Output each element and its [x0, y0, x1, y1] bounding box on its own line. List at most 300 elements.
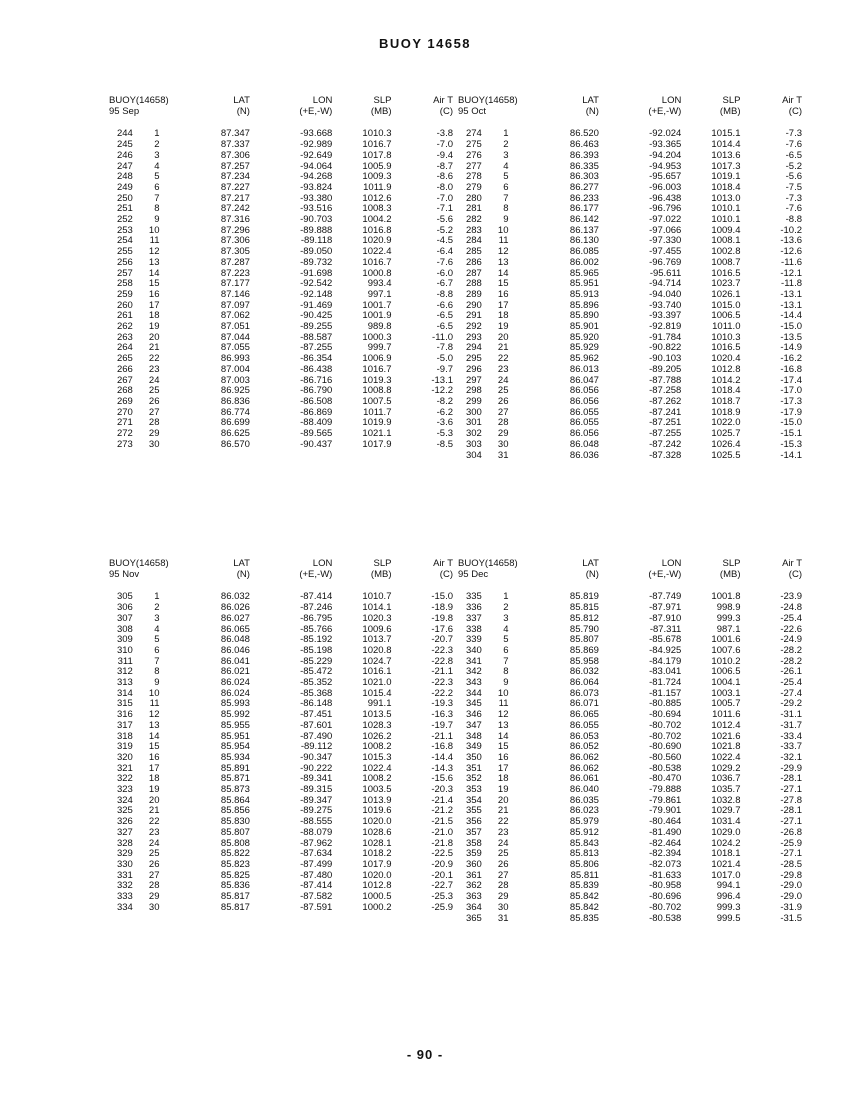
- cell-air-temp: -5.6: [436, 214, 453, 226]
- cell-lon: -89.050: [300, 246, 333, 258]
- header-buoy: BUOY(14658): [109, 95, 169, 106]
- cell-lon: -87.490: [300, 730, 333, 742]
- cell-slp: 1016.8: [362, 224, 392, 236]
- cell-day-of-year: 358: [465, 837, 482, 849]
- cell-day-of-year: 356: [465, 816, 482, 828]
- cell-lon: -80.538: [649, 912, 682, 924]
- cell-slp: 1015.3: [362, 751, 392, 763]
- table-row: [98, 614, 453, 625]
- cell-air-temp: -13.1: [780, 299, 802, 311]
- cell-day: 28: [497, 417, 509, 429]
- cell-day-of-year: 258: [116, 278, 133, 290]
- header-row-1: [98, 96, 453, 107]
- cell-lon: -90.222: [300, 762, 333, 774]
- cell-day-of-year: 334: [116, 901, 133, 913]
- cell-lon: -94.064: [300, 160, 333, 172]
- table-row: [98, 183, 453, 194]
- cell-air-temp: -28.1: [780, 805, 802, 817]
- cell-lon: -86.869: [300, 406, 333, 418]
- cell-day: 8: [154, 666, 160, 678]
- cell-slp: 1015.4: [362, 687, 392, 699]
- cell-day-of-year: 264: [116, 342, 133, 354]
- cell-lon: -82.394: [649, 848, 682, 860]
- cell-lat: 86.993: [220, 353, 250, 365]
- cell-lon: -93.365: [649, 139, 682, 151]
- cell-day: 6: [154, 181, 160, 193]
- cell-air-temp: -16.8: [431, 741, 453, 753]
- header-air-temp: Air T: [782, 95, 802, 106]
- cell-day: 29: [497, 891, 509, 903]
- cell-day: 24: [497, 374, 509, 386]
- cell-lat: 86.040: [569, 784, 599, 796]
- cell-day-of-year: 272: [116, 428, 133, 440]
- cell-air-temp: -4.5: [436, 235, 453, 247]
- table-row: [447, 721, 802, 732]
- cell-day: 13: [148, 719, 160, 731]
- cell-slp: 1017.9: [362, 858, 392, 870]
- cell-slp: 1009.4: [711, 224, 741, 236]
- header-slp-unit: (MB): [719, 568, 741, 580]
- cell-air-temp: -14.1: [780, 449, 802, 461]
- cell-day-of-year: 307: [116, 612, 133, 624]
- cell-lon: -87.258: [649, 385, 682, 397]
- cell-lat: 87.296: [220, 224, 250, 236]
- cell-day: 1: [154, 128, 160, 140]
- cell-air-temp: -29.0: [780, 880, 802, 892]
- cell-lon: -94.714: [649, 278, 682, 290]
- cell-day: 9: [154, 677, 160, 689]
- data-table-dec: [447, 559, 802, 924]
- cell-day: 19: [497, 784, 509, 796]
- cell-lon: -90.103: [649, 353, 682, 365]
- cell-lat: 86.023: [569, 805, 599, 817]
- cell-air-temp: -25.3: [431, 891, 453, 903]
- cell-day: 30: [497, 438, 509, 450]
- header-lon: LON: [312, 558, 333, 569]
- table-row: [447, 451, 802, 462]
- cell-lat: 85.958: [569, 655, 599, 667]
- cell-lon: -87.910: [649, 612, 682, 624]
- cell-day: 4: [154, 160, 160, 172]
- cell-day-of-year: 295: [465, 353, 482, 365]
- cell-slp: 1015.0: [711, 299, 741, 311]
- cell-lon: -92.024: [649, 128, 682, 140]
- cell-lat: 87.306: [220, 235, 250, 247]
- cell-air-temp: -6.5: [436, 310, 453, 322]
- cell-lon: -80.690: [649, 741, 682, 753]
- table-row: [98, 657, 453, 668]
- cell-lon: -89.255: [300, 321, 333, 333]
- cell-lat: 86.026: [220, 602, 250, 614]
- cell-air-temp: -33.4: [780, 730, 802, 742]
- cell-lat: 86.774: [220, 406, 250, 418]
- cell-lat: 86.048: [220, 634, 250, 646]
- cell-day: 12: [497, 709, 509, 721]
- cell-day-of-year: 329: [116, 848, 133, 860]
- cell-day: 5: [154, 171, 160, 183]
- cell-air-temp: -22.2: [431, 687, 453, 699]
- table-row: [98, 151, 453, 162]
- cell-day: 21: [148, 805, 160, 817]
- cell-day: 14: [497, 730, 509, 742]
- cell-day-of-year: 348: [465, 730, 482, 742]
- cell-day: 27: [497, 406, 509, 418]
- cell-day: 2: [503, 139, 509, 151]
- cell-lat: 85.890: [569, 310, 599, 322]
- cell-slp: 1008.7: [711, 256, 741, 268]
- cell-day: 18: [148, 773, 160, 785]
- cell-day: 20: [148, 331, 160, 343]
- cell-air-temp: -15.0: [780, 321, 802, 333]
- table-row: [98, 129, 453, 140]
- cell-slp: 1028.6: [362, 826, 392, 838]
- cell-air-temp: -20.7: [431, 634, 453, 646]
- cell-slp: 1023.7: [711, 278, 741, 290]
- cell-air-temp: -11.0: [432, 331, 453, 343]
- cell-lon: -86.716: [300, 374, 333, 386]
- cell-day-of-year: 247: [116, 160, 133, 172]
- cell-day-of-year: 353: [465, 784, 482, 796]
- cell-lat: 86.065: [569, 709, 599, 721]
- cell-day: 22: [497, 353, 509, 365]
- cell-day: 11: [498, 235, 509, 247]
- table-row: [447, 258, 802, 269]
- cell-slp: 1003.1: [711, 687, 741, 699]
- cell-day-of-year: 360: [465, 858, 482, 870]
- cell-day-of-year: 351: [465, 762, 482, 774]
- cell-day: 31: [497, 449, 509, 461]
- cell-slp: 1012.6: [362, 192, 392, 204]
- cell-lon: -79.901: [649, 805, 682, 817]
- header-row-1: [447, 559, 802, 570]
- cell-day: 28: [497, 880, 509, 892]
- cell-slp: 1012.4: [711, 719, 741, 731]
- cell-air-temp: -33.7: [780, 741, 802, 753]
- cell-slp: 1031.4: [711, 816, 741, 828]
- cell-slp: 1005.7: [711, 698, 741, 710]
- cell-lat: 86.024: [220, 677, 250, 689]
- cell-slp: 1000.3: [362, 331, 392, 343]
- cell-lat: 85.830: [220, 816, 250, 828]
- cell-lat: 86.056: [569, 395, 599, 407]
- cell-lon: -92.542: [300, 278, 333, 290]
- cell-air-temp: -29.2: [780, 698, 802, 710]
- cell-day: 15: [497, 741, 509, 753]
- cell-lat: 86.002: [569, 256, 599, 268]
- cell-lon: -83.041: [649, 666, 682, 678]
- header-air-temp: Air T: [433, 558, 453, 569]
- cell-lat: 86.335: [569, 160, 599, 172]
- cell-lat: 85.901: [569, 321, 599, 333]
- cell-lat: 85.929: [569, 342, 599, 354]
- cell-slp: 1015.1: [711, 128, 741, 140]
- cell-day-of-year: 278: [465, 171, 482, 183]
- cell-day-of-year: 273: [116, 438, 133, 450]
- cell-lat: 85.873: [220, 784, 250, 796]
- cell-slp: 1000.5: [362, 891, 392, 903]
- cell-lat: 85.842: [569, 901, 599, 913]
- cell-lat: 86.024: [220, 687, 250, 699]
- cell-day: 7: [503, 655, 509, 667]
- cell-air-temp: -7.3: [785, 128, 802, 140]
- cell-air-temp: -5.6: [785, 171, 802, 183]
- cell-day-of-year: 306: [116, 602, 133, 614]
- cell-lat: 86.064: [569, 677, 599, 689]
- cell-lat: 85.954: [220, 741, 250, 753]
- cell-air-temp: -21.4: [431, 794, 453, 806]
- cell-lat: 86.393: [569, 149, 599, 161]
- cell-day-of-year: 265: [116, 353, 133, 365]
- cell-lat: 86.061: [569, 773, 599, 785]
- header-slp: SLP: [373, 95, 392, 106]
- cell-lon: -87.311: [649, 623, 682, 635]
- cell-day-of-year: 345: [465, 698, 482, 710]
- cell-lat: 87.217: [220, 192, 250, 204]
- header-lon-unit: (+E,-W): [648, 105, 682, 117]
- cell-lat: 86.055: [569, 719, 599, 731]
- cell-day-of-year: 276: [465, 149, 482, 161]
- cell-day: 24: [148, 374, 160, 386]
- cell-day: 7: [154, 192, 160, 204]
- cell-air-temp: -7.0: [436, 139, 453, 151]
- cell-lat: 86.027: [220, 612, 250, 624]
- cell-air-temp: -28.1: [780, 773, 802, 785]
- cell-lon: -89.275: [300, 805, 333, 817]
- cell-day: 17: [497, 762, 509, 774]
- cell-air-temp: -31.5: [780, 912, 802, 924]
- cell-day: 13: [497, 256, 509, 268]
- cell-slp: 1016.7: [362, 363, 392, 375]
- cell-slp: 1029.7: [711, 805, 741, 817]
- cell-air-temp: -21.8: [431, 837, 453, 849]
- cell-air-temp: -16.3: [431, 709, 453, 721]
- cell-slp: 1016.7: [362, 139, 392, 151]
- cell-day-of-year: 286: [465, 256, 482, 268]
- cell-day-of-year: 250: [116, 192, 133, 204]
- cell-air-temp: -17.4: [780, 374, 802, 386]
- header-slp: SLP: [722, 558, 741, 569]
- cell-day-of-year: 332: [116, 880, 133, 892]
- cell-air-temp: -29.0: [780, 891, 802, 903]
- table-row: [98, 903, 453, 914]
- cell-day-of-year: 254: [116, 235, 133, 247]
- cell-lat: 85.790: [569, 623, 599, 635]
- table-row: [98, 440, 453, 451]
- cell-day-of-year: 269: [116, 395, 133, 407]
- cell-lon: -81.633: [649, 869, 682, 881]
- cell-lon: -87.262: [649, 395, 682, 407]
- data-table-nov: [98, 559, 453, 914]
- page-number: - 90 -: [406, 1047, 444, 1062]
- cell-lon: -88.555: [300, 816, 333, 828]
- cell-day: 3: [503, 612, 509, 624]
- cell-slp: 1018.7: [711, 395, 741, 407]
- cell-slp: 999.3: [716, 612, 741, 624]
- cell-day: 23: [497, 363, 509, 375]
- cell-slp: 1017.3: [711, 160, 741, 172]
- header-month: 95 Dec: [458, 568, 489, 580]
- cell-slp: 1006.9: [362, 353, 392, 365]
- cell-day-of-year: 347: [465, 719, 482, 731]
- cell-day-of-year: 298: [465, 385, 482, 397]
- cell-day-of-year: 362: [465, 880, 482, 892]
- table-row: [98, 828, 453, 839]
- cell-air-temp: -24.8: [780, 602, 802, 614]
- cell-day: 6: [503, 644, 509, 656]
- cell-day-of-year: 252: [116, 214, 133, 226]
- cell-lon: -87.241: [649, 406, 682, 418]
- cell-lon: -87.451: [300, 709, 333, 721]
- cell-day-of-year: 259: [116, 288, 133, 300]
- header-month: 95 Oct: [458, 105, 486, 117]
- cell-day: 17: [148, 762, 160, 774]
- cell-day: 10: [497, 687, 509, 699]
- cell-day: 17: [497, 299, 509, 311]
- cell-day-of-year: 297: [465, 374, 482, 386]
- cell-day-of-year: 255: [116, 246, 133, 258]
- cell-slp: 1028.1: [362, 837, 392, 849]
- cell-day-of-year: 291: [465, 310, 482, 322]
- cell-slp: 1011.0: [712, 321, 741, 333]
- cell-day: 12: [148, 709, 160, 721]
- cell-day: 1: [503, 128, 509, 140]
- cell-slp: 1018.9: [711, 406, 741, 418]
- table-row: [447, 592, 802, 603]
- cell-lat: 87.347: [220, 128, 250, 140]
- cell-day: 29: [497, 428, 509, 440]
- cell-lon: -93.824: [300, 181, 333, 193]
- cell-air-temp: -18.9: [431, 602, 453, 614]
- header-month: 95 Nov: [109, 568, 140, 580]
- table-row: [447, 183, 802, 194]
- cell-day-of-year: 263: [116, 331, 133, 343]
- cell-air-temp: -7.5: [785, 181, 802, 193]
- cell-lat: 86.233: [569, 192, 599, 204]
- cell-lat: 86.303: [569, 171, 599, 183]
- cell-slp: 1008.1: [711, 235, 741, 247]
- cell-air-temp: -24.9: [780, 634, 802, 646]
- cell-day: 7: [154, 655, 160, 667]
- cell-day: 13: [148, 256, 160, 268]
- cell-lon: -87.749: [649, 591, 682, 603]
- cell-day-of-year: 244: [116, 128, 133, 140]
- cell-air-temp: -7.6: [785, 139, 802, 151]
- cell-day: 26: [148, 858, 160, 870]
- cell-slp: 1007.6: [711, 644, 741, 656]
- cell-day-of-year: 308: [116, 623, 133, 635]
- buoy-data-table: [98, 559, 453, 914]
- cell-air-temp: -27.4: [780, 687, 802, 699]
- cell-slp: 1022.0: [711, 417, 741, 429]
- cell-lon: -89.112: [300, 741, 333, 753]
- cell-lon: -87.255: [649, 428, 682, 440]
- cell-lon: -80.538: [649, 762, 682, 774]
- cell-lat: 85.817: [220, 891, 250, 903]
- cell-lat: 86.032: [220, 591, 250, 603]
- cell-lon: -92.819: [649, 321, 682, 333]
- cell-lat: 85.817: [220, 901, 250, 913]
- cell-day: 29: [148, 428, 160, 440]
- cell-day: 24: [148, 837, 160, 849]
- cell-slp: 999.3: [716, 901, 741, 913]
- cell-air-temp: -31.9: [780, 901, 802, 913]
- cell-day-of-year: 282: [465, 214, 482, 226]
- cell-lat: 86.041: [220, 655, 250, 667]
- cell-slp: 993.4: [367, 278, 392, 290]
- table-row: [447, 162, 802, 173]
- cell-air-temp: -8.5: [436, 438, 453, 450]
- cell-lon: -80.694: [649, 709, 682, 721]
- cell-lat: 86.836: [220, 395, 250, 407]
- cell-day-of-year: 365: [465, 912, 482, 924]
- cell-day: 31: [497, 912, 509, 924]
- cell-slp: 1012.8: [711, 363, 741, 375]
- cell-slp: 1020.3: [362, 612, 392, 624]
- table-row: [98, 140, 453, 151]
- cell-lat: 85.825: [220, 869, 250, 881]
- cell-lat: 85.815: [569, 602, 599, 614]
- cell-day: 23: [148, 363, 160, 375]
- cell-day-of-year: 322: [116, 773, 133, 785]
- cell-day-of-year: 283: [465, 224, 482, 236]
- cell-day-of-year: 260: [116, 299, 133, 311]
- cell-air-temp: -19.3: [431, 698, 453, 710]
- cell-day-of-year: 344: [465, 687, 482, 699]
- cell-lon: -87.255: [300, 342, 333, 354]
- cell-slp: 1025.7: [711, 428, 741, 440]
- cell-slp: 1016.1: [362, 666, 392, 678]
- cell-air-temp: -9.4: [436, 149, 453, 161]
- cell-lon: -89.888: [300, 224, 333, 236]
- cell-slp: 1032.8: [711, 794, 741, 806]
- cell-day: 26: [148, 395, 160, 407]
- cell-day-of-year: 309: [116, 634, 133, 646]
- header-slp-unit: (MB): [719, 105, 741, 117]
- cell-slp: 1026.1: [711, 288, 741, 300]
- cell-lat: 86.053: [569, 730, 599, 742]
- cell-day: 27: [497, 869, 509, 881]
- table-row: [447, 914, 802, 925]
- cell-day-of-year: 268: [116, 385, 133, 397]
- table-row: [98, 603, 453, 614]
- cell-day-of-year: 346: [465, 709, 482, 721]
- cell-day-of-year: 316: [116, 709, 133, 721]
- cell-day-of-year: 354: [465, 794, 482, 806]
- cell-air-temp: -21.5: [431, 816, 453, 828]
- cell-air-temp: -9.7: [436, 363, 453, 375]
- cell-air-temp: -22.8: [431, 655, 453, 667]
- cell-air-temp: -17.3: [780, 395, 802, 407]
- table-row: [98, 172, 453, 183]
- cell-lon: -89.341: [300, 773, 333, 785]
- cell-air-temp: -21.2: [431, 805, 453, 817]
- cell-air-temp: -16.8: [780, 363, 802, 375]
- cell-slp: 1001.6: [711, 634, 741, 646]
- table-row: [447, 657, 802, 668]
- cell-day-of-year: 280: [465, 192, 482, 204]
- header-lon-unit: (+E,-W): [299, 568, 333, 580]
- cell-lon: -87.242: [649, 438, 682, 450]
- cell-day-of-year: 317: [116, 719, 133, 731]
- cell-day-of-year: 292: [465, 321, 482, 333]
- table-row: [447, 828, 802, 839]
- cell-air-temp: -15.0: [431, 591, 453, 603]
- cell-lat: 85.822: [220, 848, 250, 860]
- cell-slp: 1010.1: [711, 203, 741, 215]
- cell-slp: 1018.2: [362, 848, 392, 860]
- cell-day: 10: [148, 224, 160, 236]
- cell-day: 5: [503, 171, 509, 183]
